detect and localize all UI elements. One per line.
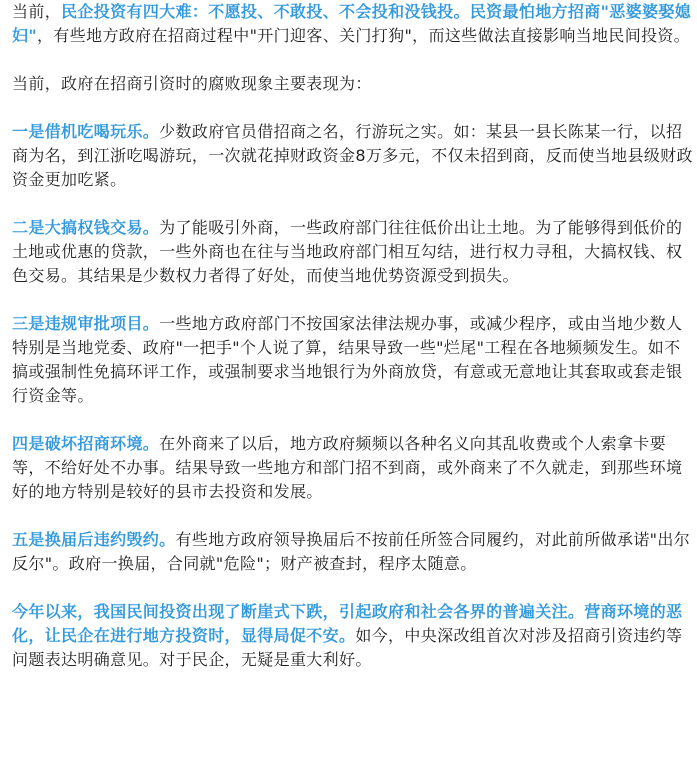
paragraph-gap [12,576,693,600]
paragraph-intro [12,0,693,48]
point-4-body: 在外商来了以后，地方政府频频以各种名义向其乱收费或个人索拿卡要等，不给好处不办事。结果导致一些地方和部门招不到商，或外商来了不久就走，到那些环境好的地方特别是较好的县市去投资和发展。 [12,434,683,501]
summary-text: 当前，政府在招商引资时的腐败现象主要表现为： [12,74,372,93]
conclusion-highlight-text: 今年以来，我国民间投资出现了断崖式下跌，引起政府和社会各界的普遍关注。营商环境的恶化，让民企在进行地方投资时，显得局促不安。 [12,602,683,645]
intro-highlight-text: 民企投资有四大难：不愿投、不敢投、不会投和没钱投。民资最怕地方招商"恶婆婆娶媳妇" [12,2,692,45]
paragraph-gap [12,288,693,312]
paragraph-gap [12,192,693,216]
intro-body-text: ，有些地方政府在招商过程中"开门迎客、关门打狗"，而这些做法直接影响当地民间投资。 [37,26,691,45]
point-2-body: 为了能吸引外商，一些政府部门往往低价出让土地。为了能够得到低价的土地或优惠的贷款，一些外商也在往与当地政府部门相互勾结，进行权力寻租，大搞权钱、权色交易。其结果是少数权力者得了好处，而使当地优势资源受到损失。 [12,218,683,285]
paragraph-gap [12,408,693,432]
paragraph-gap [12,48,693,72]
intro-lead-text: 当前， [12,2,62,21]
point-4-heading: 四是破坏招商环境。 [12,434,160,453]
paragraph-conclusion [12,600,693,672]
point-3-body: 一些地方政府部门不按国家法律法规办事，或减少程序，或由当地少数人特别是当地党委、政府"一把手"个人说了算，结果导致一些"烂尾"工程在各地频频发生。如不搞或强制性免搞环评工作，或强制要求当地银行为外商放贷，有意或无意地让其套取或套走银行资金等。 [12,314,683,405]
point-1-body: 少数政府官员借招商之名，行游玩之实。如：某县一县长陈某一行，以招商为名，到江浙吃喝游玩，一次就花掉财政资金8万多元，不仅未招到商，反而使当地县级财政资金更加吃紧。 [12,122,693,189]
paragraph-point-3 [12,312,693,408]
point-5-body: 有些地方政府领导换届后不按前任所签合同履约，对此前所做承诺"出尔反尔"。政府一换届，合同就"危险"；财产被查封，程序太随意。 [12,530,691,573]
paragraph-point-2 [12,216,693,288]
paragraph-point-5 [12,528,693,576]
point-3-heading: 三是违规审批项目。 [12,314,160,333]
point-2-heading: 二是大搞权钱交易。 [12,218,160,237]
paragraph-point-1 [12,120,693,192]
point-5-heading: 五是换届后违约毁约。 [12,530,176,549]
point-1-heading: 一是借机吃喝玩乐。 [12,122,160,141]
paragraph-gap [12,96,693,120]
paragraph-gap [12,504,693,528]
conclusion-body-text: 如今，中央深改组首次对涉及招商引资违约等问题表达明确意见。对于民企，无疑是重大利好。 [12,626,683,669]
paragraph-point-4 [12,432,693,504]
paragraph-summary [12,72,693,96]
